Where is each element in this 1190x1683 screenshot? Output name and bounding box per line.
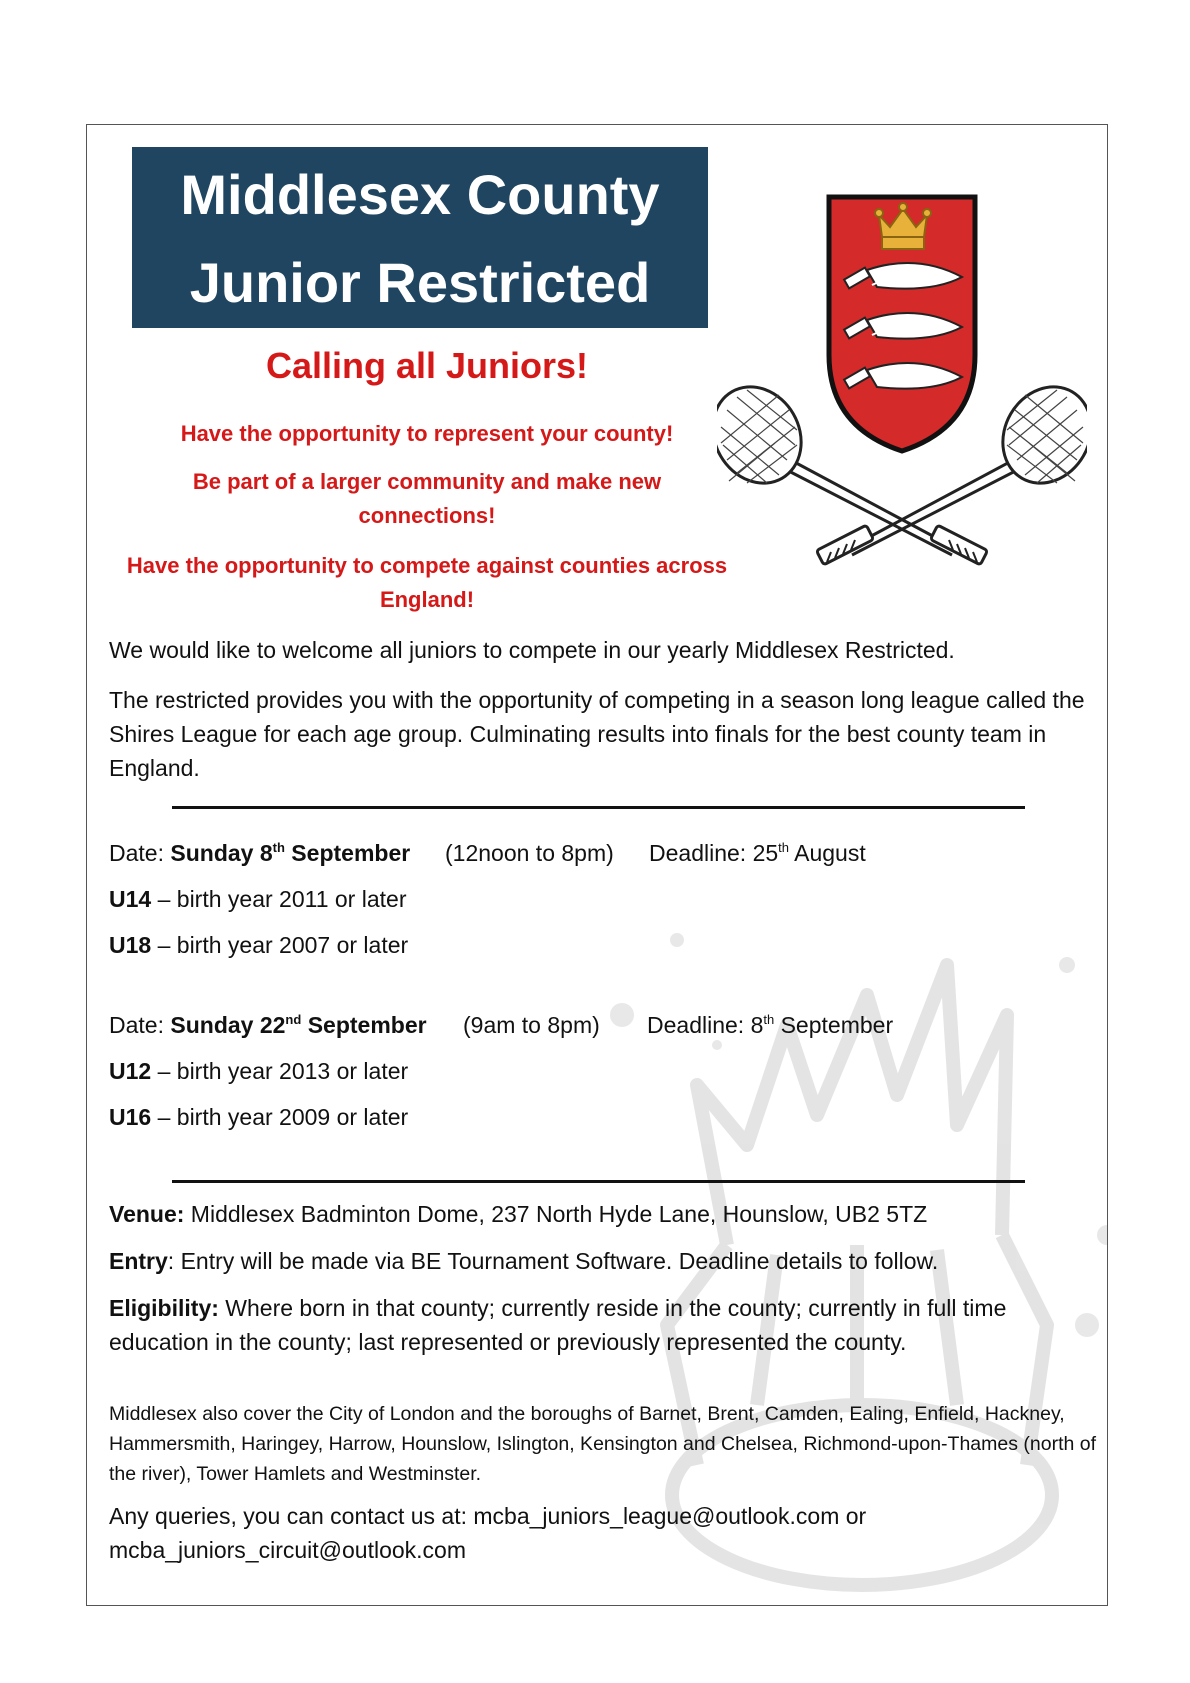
venue-line: Venue: Middlesex Badminton Dome, 237 North Hyde Lane, Hounslow, UB2 5TZ	[109, 1201, 928, 1227]
title-line-1: Middlesex County	[180, 163, 660, 226]
divider-bottom	[172, 1180, 1025, 1183]
tagline-compete: Have the opportunity to compete against counties across England!	[126, 553, 728, 612]
eligibility-line: Eligibility: Where born in that county; currently reside in the county; currently in full time education in the county; last represented or previously represented the county.	[109, 1295, 1007, 1355]
event-1-time: (12noon to 8pm)	[445, 840, 614, 866]
flyer-frame	[86, 124, 1108, 1606]
tagline-represent: Have the opportunity to represent your county!	[180, 421, 674, 446]
event-2-group-u12: U12 – birth year 2013 or later	[109, 1058, 409, 1084]
contact-line: Any queries, you can contact us at: mcba_juniors_league@outlook.com or mcba_juniors_circuit@outlook.com	[109, 1503, 867, 1563]
description-paragraph: The restricted provides you with the opportunity of competing in a season long league called the Shires League for each age group. Culminating results into finals for the best county team in England.	[109, 687, 1085, 781]
coverage-note: Middlesex also cover the City of London and the boroughs of Barnet, Brent, Camden, Ealing, Enfield, Hackney, Hammersmith, Haringey, Harrow, Hounslow, Islington, Kensington and Chelsea, Richmond-upon-Thames (north of the river), Tower Hamlets and Westminster.	[109, 1403, 1097, 1485]
calling-headline: Calling all Juniors!	[265, 345, 589, 386]
event-1-date	[109, 837, 410, 869]
title-banner	[132, 147, 708, 328]
event-1-group-u14: U14 – birth year 2011 or later	[109, 886, 407, 912]
event-2-deadline: Deadline: 8th September	[647, 1012, 894, 1038]
event-2-date	[109, 1009, 427, 1041]
event-1-group-u18: U18 – birth year 2007 or later	[109, 932, 409, 958]
event-1-deadline: Deadline: 25th August	[649, 840, 866, 866]
event-1-date-value: Sunday 8th September	[170, 840, 411, 866]
tagline-community: Be part of a larger community and make new connections!	[192, 469, 662, 528]
event-2-group-u16: U16 – birth year 2009 or later	[109, 1104, 409, 1130]
date-label: Date:	[109, 1012, 164, 1038]
event-2-time: (9am to 8pm)	[463, 1012, 600, 1038]
entry-line: Entry: Entry will be made via BE Tournament Software. Deadline details to follow.	[109, 1248, 939, 1274]
event-2-date-value: Sunday 22nd September	[170, 1012, 427, 1038]
divider-top	[172, 806, 1025, 809]
title-line-2: Junior Restricted	[189, 251, 651, 314]
welcome-paragraph: We would like to welcome all juniors to compete in our yearly Middlesex Restricted.	[109, 637, 955, 663]
middlesex-crest-icon	[717, 165, 1087, 605]
date-label: Date:	[109, 840, 164, 866]
